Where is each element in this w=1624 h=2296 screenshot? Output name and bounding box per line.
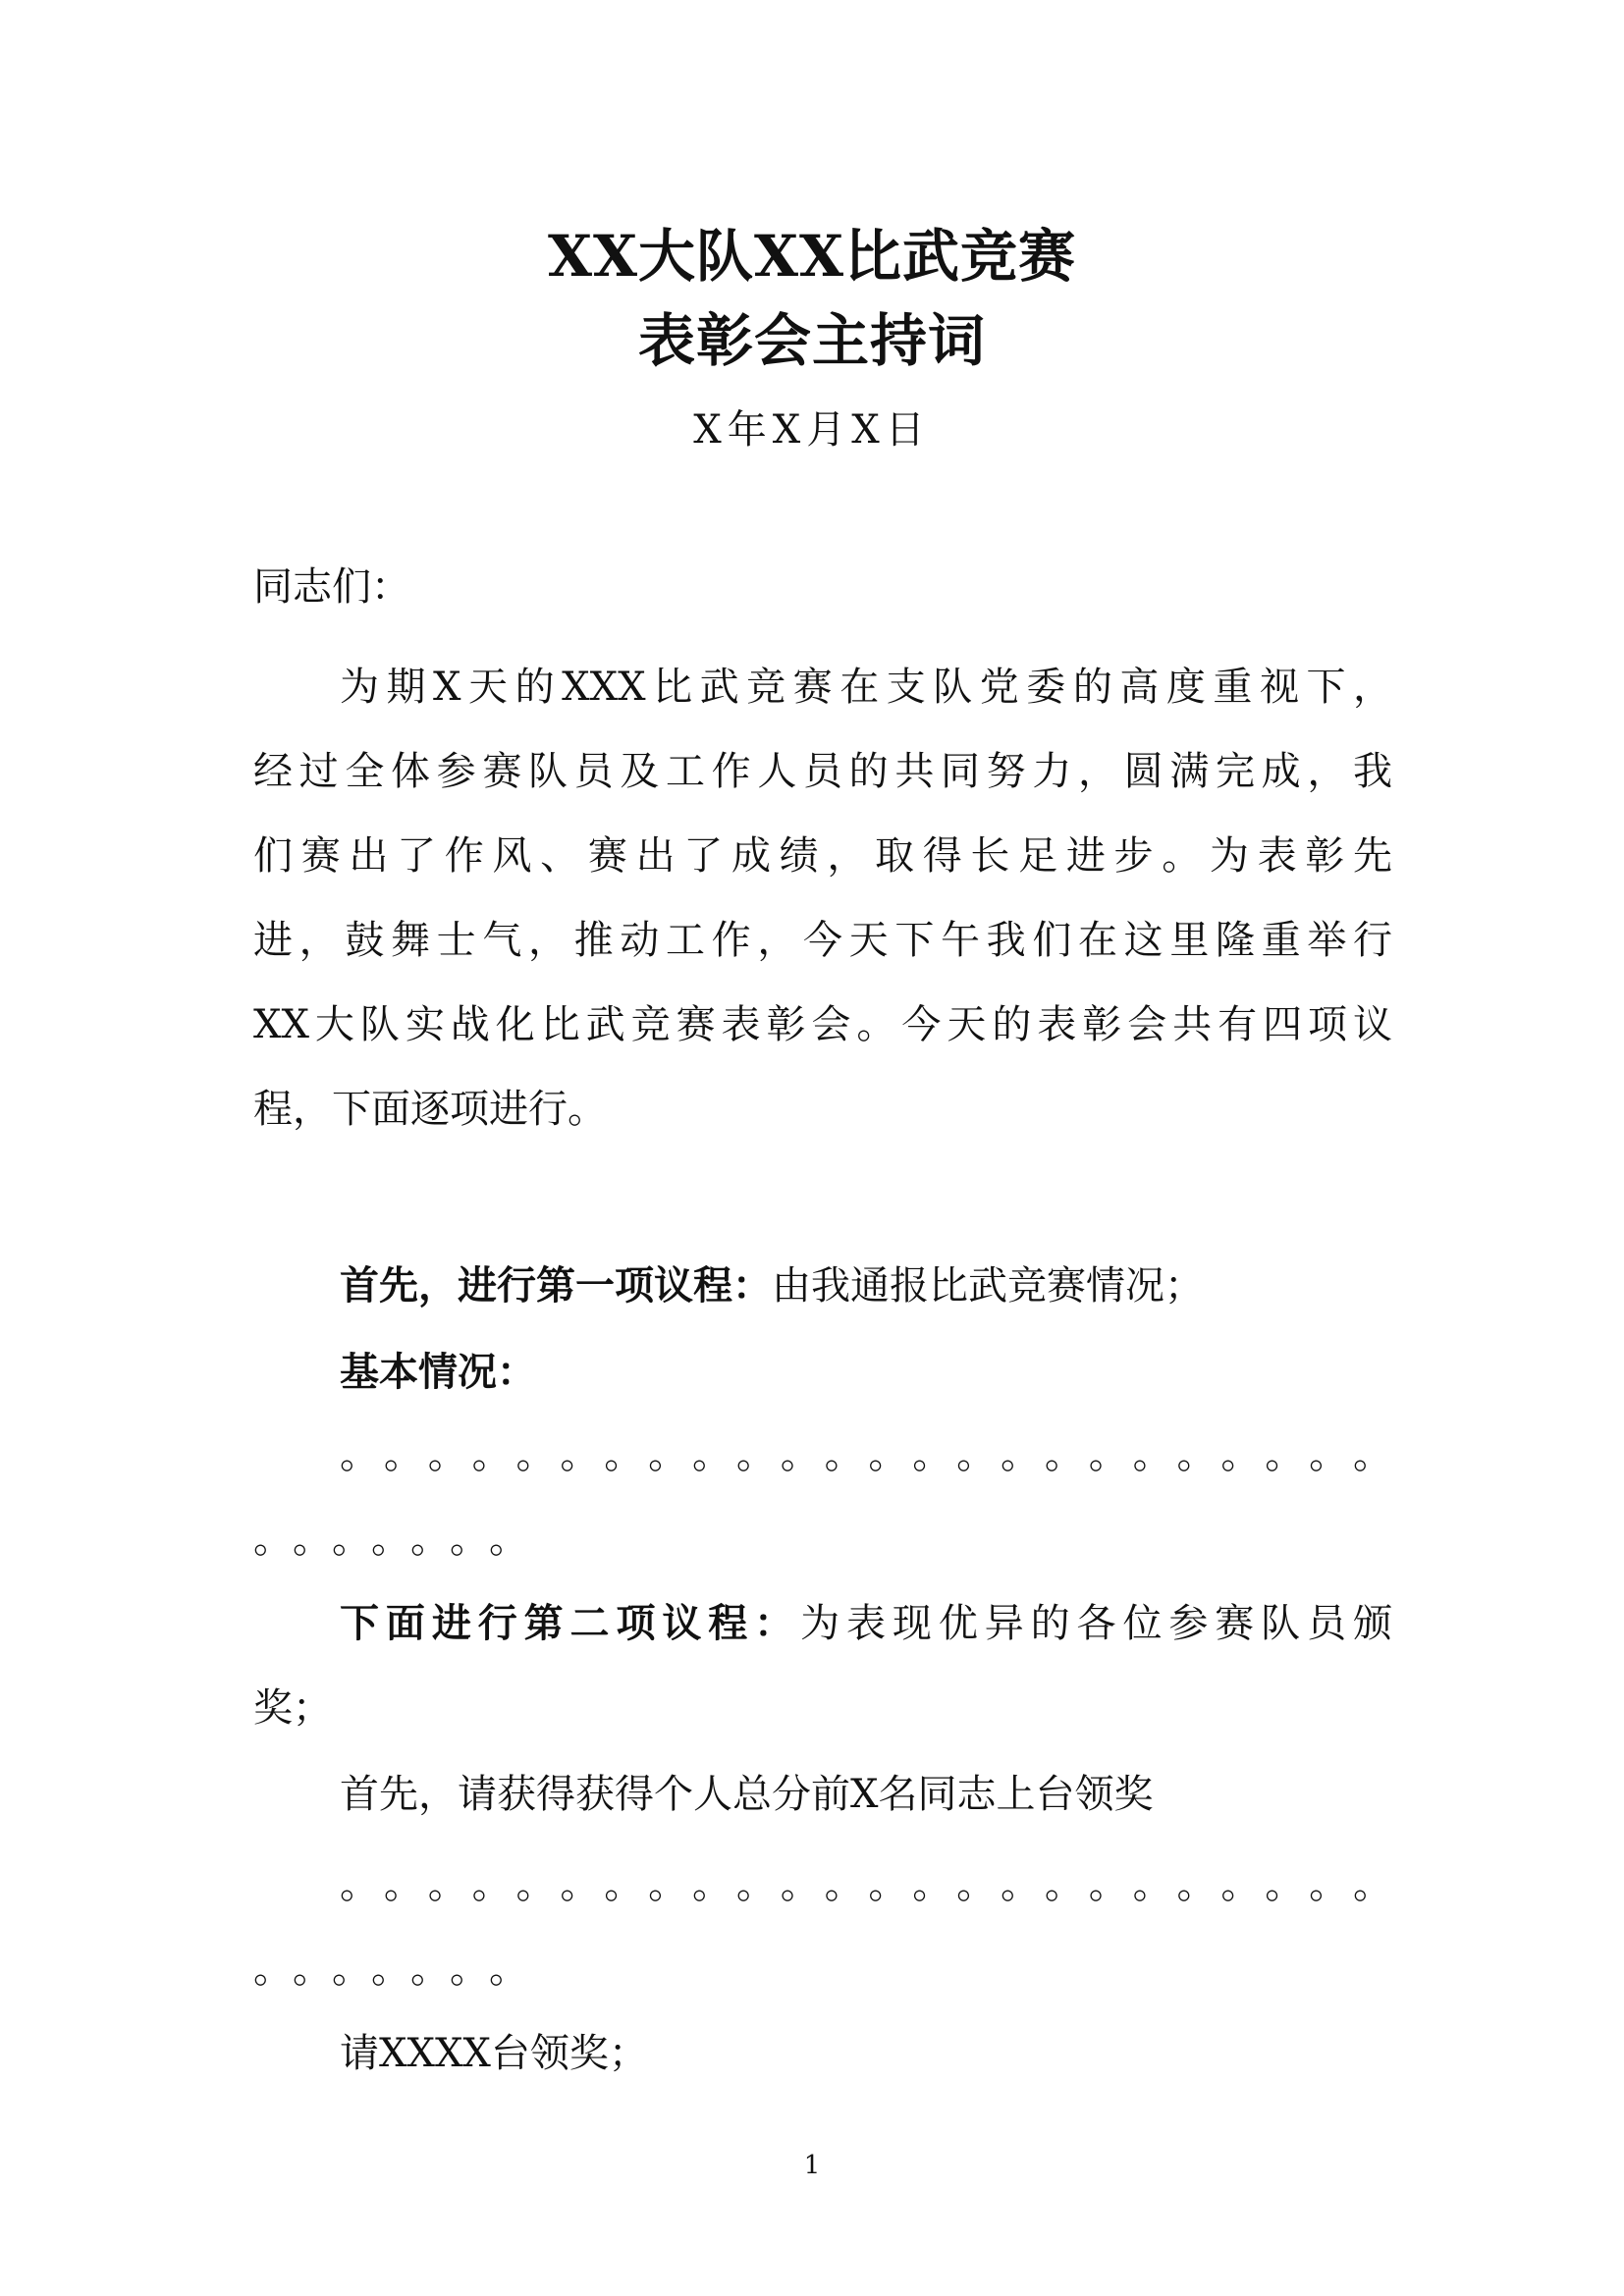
placeholder-dots-line-4: 。。。。。。。 xyxy=(253,1947,528,1992)
document-title-line-1: XX大队XX比武竞赛 xyxy=(547,223,1076,290)
intro-line-2: 经过全体参赛队员及工作人员的共同努力，圆满完成，我 xyxy=(253,749,1392,794)
placeholder-dots-line-1: 。。。。。。。。。。。。。。。。。。。。。。。。 xyxy=(340,1432,1392,1477)
intro-line-6: 程，下面逐项进行。 xyxy=(253,1087,607,1132)
intro-line-5: XX大队实战化比武竞赛表彰会。今天的表彰会共有四项议 xyxy=(253,1002,1392,1047)
agenda-item-2 xyxy=(340,1601,1393,1646)
document-date: X年X月X日 xyxy=(693,407,931,453)
agenda-item-1-text: 由我通报比武竞赛情况； xyxy=(772,1263,1204,1308)
intro-line-4: 进，鼓舞士气，推动工作，今天下午我们在这里隆重举行 xyxy=(253,918,1392,963)
agenda-item-2-text: 为表现优异的各位参赛队员颁 xyxy=(800,1601,1393,1646)
award-invite-line: 请XXXX台领奖； xyxy=(340,2031,648,2076)
salutation: 同志们： xyxy=(253,564,410,610)
agenda-item-1-lead: 首先，进行第一项议程： xyxy=(340,1263,772,1308)
basic-info-label: 基本情况： xyxy=(340,1350,536,1395)
document-title-line-2: 表彰会主持词 xyxy=(637,307,986,374)
award-first-line: 首先，请获得获得个人总分前X名同志上台领奖 xyxy=(340,1772,1154,1817)
agenda-item-2-continued: 奖； xyxy=(253,1685,332,1731)
agenda-item-2-lead: 下面进行第二项议程： xyxy=(340,1601,801,1646)
agenda-item-1 xyxy=(340,1263,1392,1308)
page-number: 1 xyxy=(803,2151,821,2180)
placeholder-dots-line-3: 。。。。。。。。。。。。。。。。。。。。。。。。 xyxy=(340,1862,1392,1907)
placeholder-dots-line-2: 。。。。。。。 xyxy=(253,1517,528,1562)
intro-line-1: 为期X天的XXX比武竞赛在支队党委的高度重视下， xyxy=(340,665,1392,710)
intro-line-3: 们赛出了作风、赛出了成绩，取得长足进步。为表彰先 xyxy=(253,833,1392,879)
